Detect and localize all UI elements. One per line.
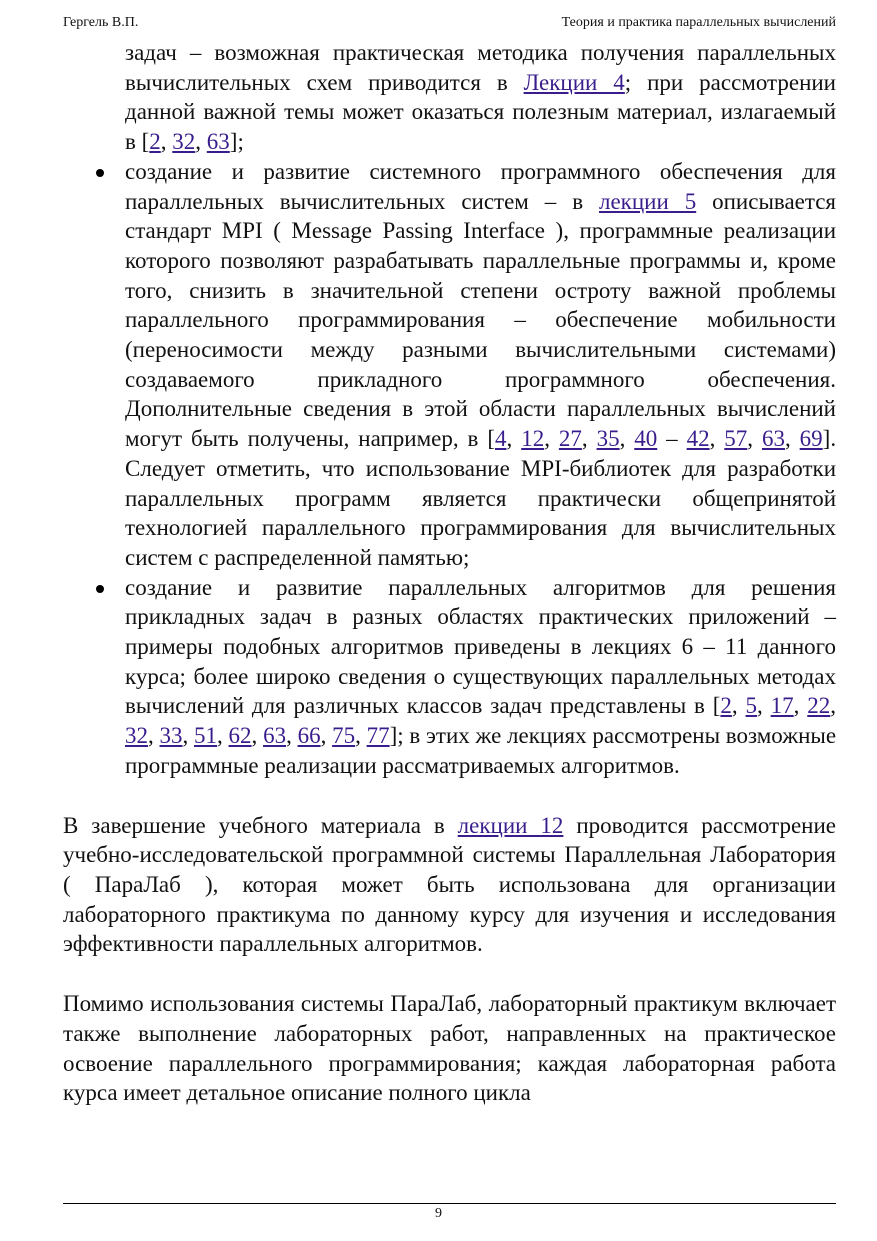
ref-link[interactable]: 51 <box>194 723 218 749</box>
ref-link[interactable]: 42 <box>686 426 710 452</box>
ref-link[interactable]: 66 <box>297 723 321 749</box>
page-header <box>63 15 836 37</box>
ref-link[interactable]: 32 <box>172 129 196 155</box>
ref-link[interactable]: 35 <box>596 426 620 452</box>
ref-link[interactable]: 5 <box>745 693 758 719</box>
ref-link[interactable]: 32 <box>125 723 148 749</box>
ref-link[interactable]: 17 <box>770 693 794 719</box>
list-item: создание и развитие параллельных алгоритмов для решения прикладных задач в разных областях практических приложений – примеры подобных алгоритмов приведены в лекциях 6 – 11 данного курса; более широко сведения о существующих параллельных методах вычислений для различных классов задач представлены в [2, 5, 17, 22, 32, 33, 51, 62, 63, 66, 75, 77]; в этих же лекциях рассмотрены возможные программные реализации рассматриваемых алгоритмов. <box>63 573 836 781</box>
link-lecture-4[interactable]: Лекции 4 <box>523 69 625 95</box>
ref-link[interactable]: 77 <box>366 723 390 749</box>
ref-link[interactable]: 75 <box>332 723 356 749</box>
ref-link[interactable]: 63 <box>761 426 785 452</box>
link-lecture-5[interactable]: лекции 5 <box>598 188 697 214</box>
paragraph: Помимо использования системы ПараЛаб, лабораторный практикум включает также выполнение лабораторных работ, направленных на практическое освоение параллельного программирования; каждая лабораторная работа курса имеет детальное описание полного цикла <box>63 991 836 1106</box>
ref-link[interactable]: 12 <box>521 426 545 452</box>
ref-link[interactable]: 40 <box>634 426 658 452</box>
ref-link[interactable]: 2 <box>720 693 732 719</box>
ref-link[interactable]: 33 <box>159 723 183 749</box>
bullet-icon <box>96 169 104 177</box>
ref-link[interactable]: 2 <box>149 129 161 155</box>
header-author: Гергель В.П. <box>63 15 139 30</box>
bullet-icon <box>96 585 104 593</box>
page-content <box>63 38 836 1108</box>
ref-link[interactable]: 63 <box>206 129 230 155</box>
ref-link[interactable]: 4 <box>495 426 507 452</box>
paragraph: В завершение учебного материала в лекции 12 проводится рассмотрение учебно-исследовательской программной системы Параллельная Лаборатория ( ПараЛаб ), которая может быть использована для организации лабораторного практикума по данному курсу для изучения и исследования эффективности параллельных алгоритмов. <box>63 812 836 957</box>
ref-link[interactable]: 22 <box>807 693 831 719</box>
ref-link[interactable]: 69 <box>799 426 823 452</box>
header-title: Теория и практика параллельных вычислений <box>561 15 836 30</box>
ref-link[interactable]: 62 <box>228 723 252 749</box>
page-number: 9 <box>435 1206 442 1221</box>
ref-link[interactable]: 63 <box>263 723 287 749</box>
list-item: создание и развитие системного программного обеспечения для параллельных вычислительных систем – в лекции 5 описывается стандарт MPI ( Message Passing Interface ), программные реализации которого позволяют разрабатывать параллельные программы и, кроме того, снизить в значительной степени остроту важной проблемы параллельного программирования – обеспечение мобильности (переносимости между разными вычислительными системами) создаваемого прикладного программного обеспечения. Дополнительные сведения в этой области параллельных вычислений могут быть получены, например, в [4, 12, 27, 35, 40 – 42, 57, 63, 69]. Следует отметить, что использование MPI-библиотек для разработки параллельных программ является практически общепринятой технологией параллельного программирования для вычислительных систем с распределенной памятью; <box>63 157 836 573</box>
link-lecture-12[interactable]: лекции 12 <box>457 812 564 838</box>
ref-link[interactable]: 27 <box>558 426 582 452</box>
ref-link[interactable]: 57 <box>724 426 748 452</box>
list-item-continuation: задач – возможная практическая методика получения параллельных вычислительных схем приводится в Лекции 4; при рассмотрении данной важной темы может оказаться полезным материал, излагаемый в [2, 32, 63]; <box>125 40 836 155</box>
footer-divider <box>63 1203 836 1204</box>
